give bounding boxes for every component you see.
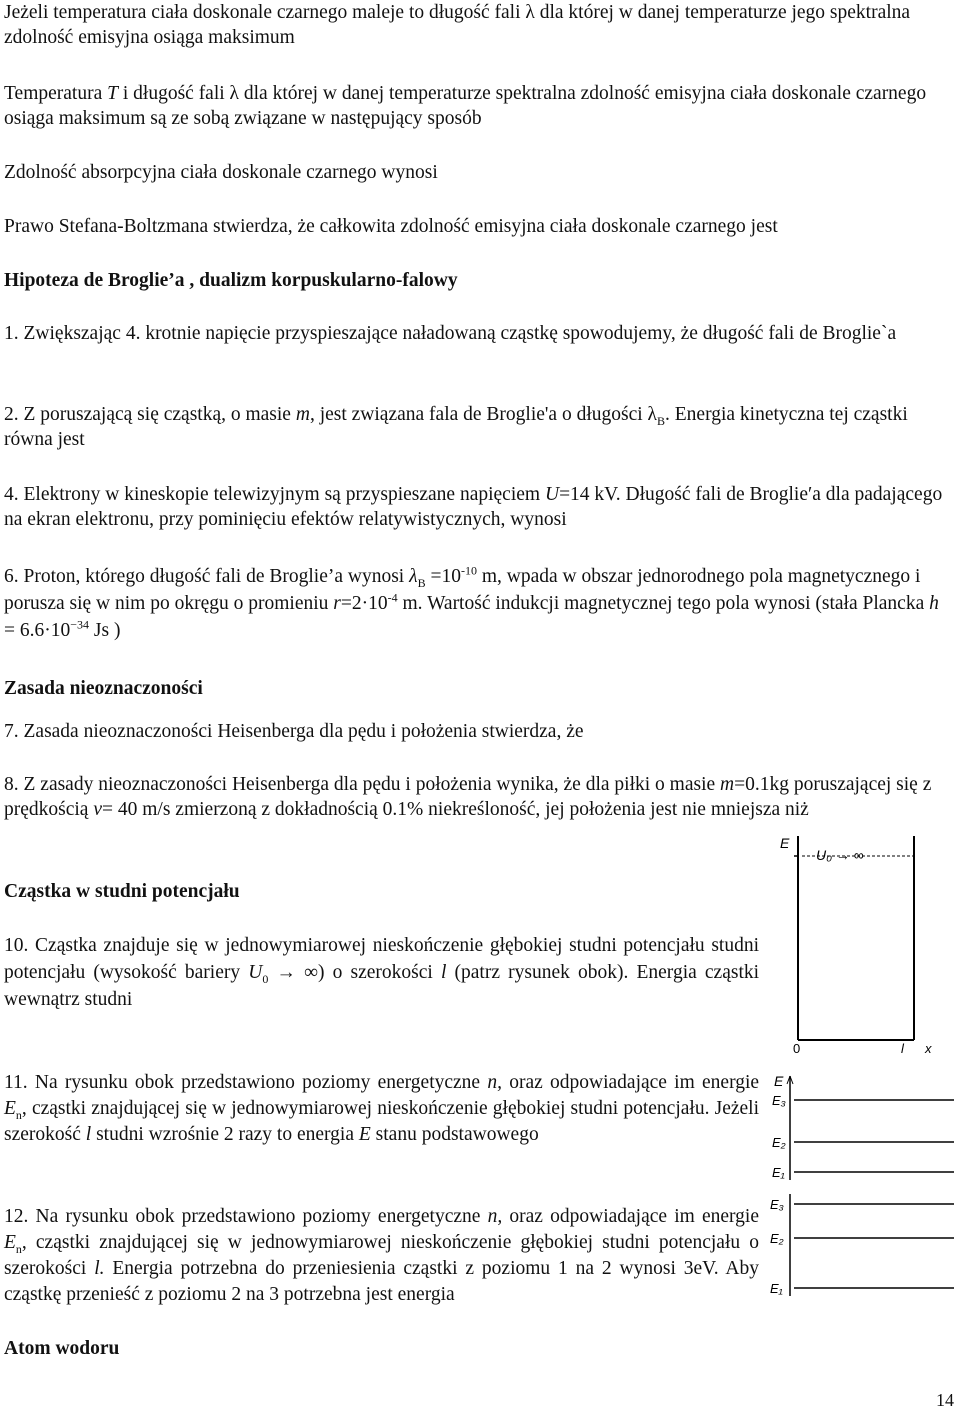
figure2-level-e3: E₃ [772, 1093, 786, 1108]
figure2-axis-label: E [774, 1073, 784, 1089]
question-wien-law: Temperatura T i długość fali λ dla której w danej temperaturze spektralna zdolność emisyjna ciała doskonale czarnego osiąga maksimum są ze sobą związane w następujący sposób [4, 83, 927, 129]
figure3-level-e2: E₂ [770, 1231, 784, 1246]
section-heading-de-broglie: Hipoteza de Broglie’a , dualizm korpuskularno-falowy [4, 270, 458, 291]
question-2: 2. Z poruszającą się cząstką, o masie m, jest związana fala de Broglie'a o długości $\lambda_B$. Energia kinetyczna tej cząstki równa jest [4, 404, 908, 450]
figure1-xaxis: x [925, 1041, 932, 1053]
figure1-xl: l [901, 1041, 904, 1053]
question-8: 8. Z zasady nieoznaczoności Heisenberga dla pędu i położenia wynika, że dla piłki o masie m=0.1kg poruszającej się z prędkością v= 40 m/s zmierzoną z dokładnością 0.1% niekreśloność, jej położenia jest nie mniejsza niż [4, 774, 932, 820]
section-heading-hydrogen-atom: Atom wodoru [4, 1338, 120, 1359]
figure1-e-label: E [780, 835, 790, 851]
question-10: 10. Cząstka znajduje się w jednowymiarowej nieskończenie głębokiej studni potencjału studni potencjału (wysokość bariery $U_0$ → ∞) o szerokości l (patrz rysunek obok). Energia cząstki wewnątrz studni [4, 935, 760, 1010]
page-number: 14 [936, 1390, 954, 1410]
question-absorptivity: Zdolność absorpcyjna ciała doskonale czarnego wynosi [4, 162, 438, 183]
energy-levels-figure-2 [764, 1190, 960, 1300]
question-4: 4. Elektrony w kineskopie telewizyjnym są przyspieszane napięciem U=14 kV. Długość fali de Broglie′a dla padającego na ekran elektronu, przy pominięciu efektów relatywistycznych, wynosi [4, 484, 943, 530]
figure1-u-label: U₀ → ∞ [816, 847, 864, 863]
figure2-level-e1: E₁ [772, 1165, 785, 1180]
question-6: 6. Proton, którego długość fali de Broglie’a wynosi $\lambda_B =10^{-10}$ m, wpada w obszar jednorodnego pola magnetycznego i porusza się w nim po okręgu o promieniu $r=2\cdot 10^{-4}$ m. Wartość indukcji magnetycznej tego pola wynosi (stała Plancka $h = 6.6\cdot 10^{-34}$ Js ) [4, 563, 939, 641]
figure3-level-e1: E₁ [770, 1281, 783, 1296]
question-7: 7. Zasada nieoznaczoności Heisenberga dla pędu i położenia stwierdza, że [4, 721, 584, 742]
section-heading-potential-well: Cząstka w studni potencjału [4, 881, 240, 902]
question-stefan-boltzmann: Prawo Stefana-Boltzmana stwierdza, że całkowita zdolność emisyjna ciała doskonale czarnego jest [4, 216, 778, 237]
figure1-x0: 0 [793, 1041, 801, 1053]
question-12: 12. Na rysunku obok przedstawiono poziomy energetyczne n, oraz odpowiadające im energie $E_n$, cząstki znajdującej się w jednowymiarowej nieskończenie głębokiej studni potencjału o szerokości l. Energia potrzebna do przeniesienia cząstki z poziomu 1 na 2 wynosi 3eV. Aby cząstkę przenieść z poziomu 2 na 3 potrzebna jest energia [4, 1206, 760, 1305]
figure3-level-e3: E₃ [770, 1197, 784, 1212]
question-blackbody-wavelength: Jeżeli temperatura ciała doskonale czarnego maleje to długość fali λ dla której w danej temperaturze jego spektralna zdolność emisyjna osiąga maksimum [4, 2, 911, 48]
section-heading-uncertainty: Zasada nieoznaczoności [4, 678, 203, 699]
question-11: 11. Na rysunku obok przedstawiono poziomy energetyczne n, oraz odpowiadające im energie $E_n$, cząstki znajdującej się w jednowymiarowej nieskończenie głębokiej studni potencjału. Jeżeli szerokość l studni wzrośnie 2 razy to energia E stanu podstawowego [4, 1072, 760, 1145]
energy-levels-figure-1 [764, 1072, 960, 1184]
potential-well-figure [760, 828, 960, 1053]
figure2-level-e2: E₂ [772, 1135, 786, 1150]
question-1: 1. Zwiększając 4. krotnie napięcie przyspieszające naładowaną cząstkę spowodujemy, że długość fali de Broglie`a [4, 323, 897, 344]
